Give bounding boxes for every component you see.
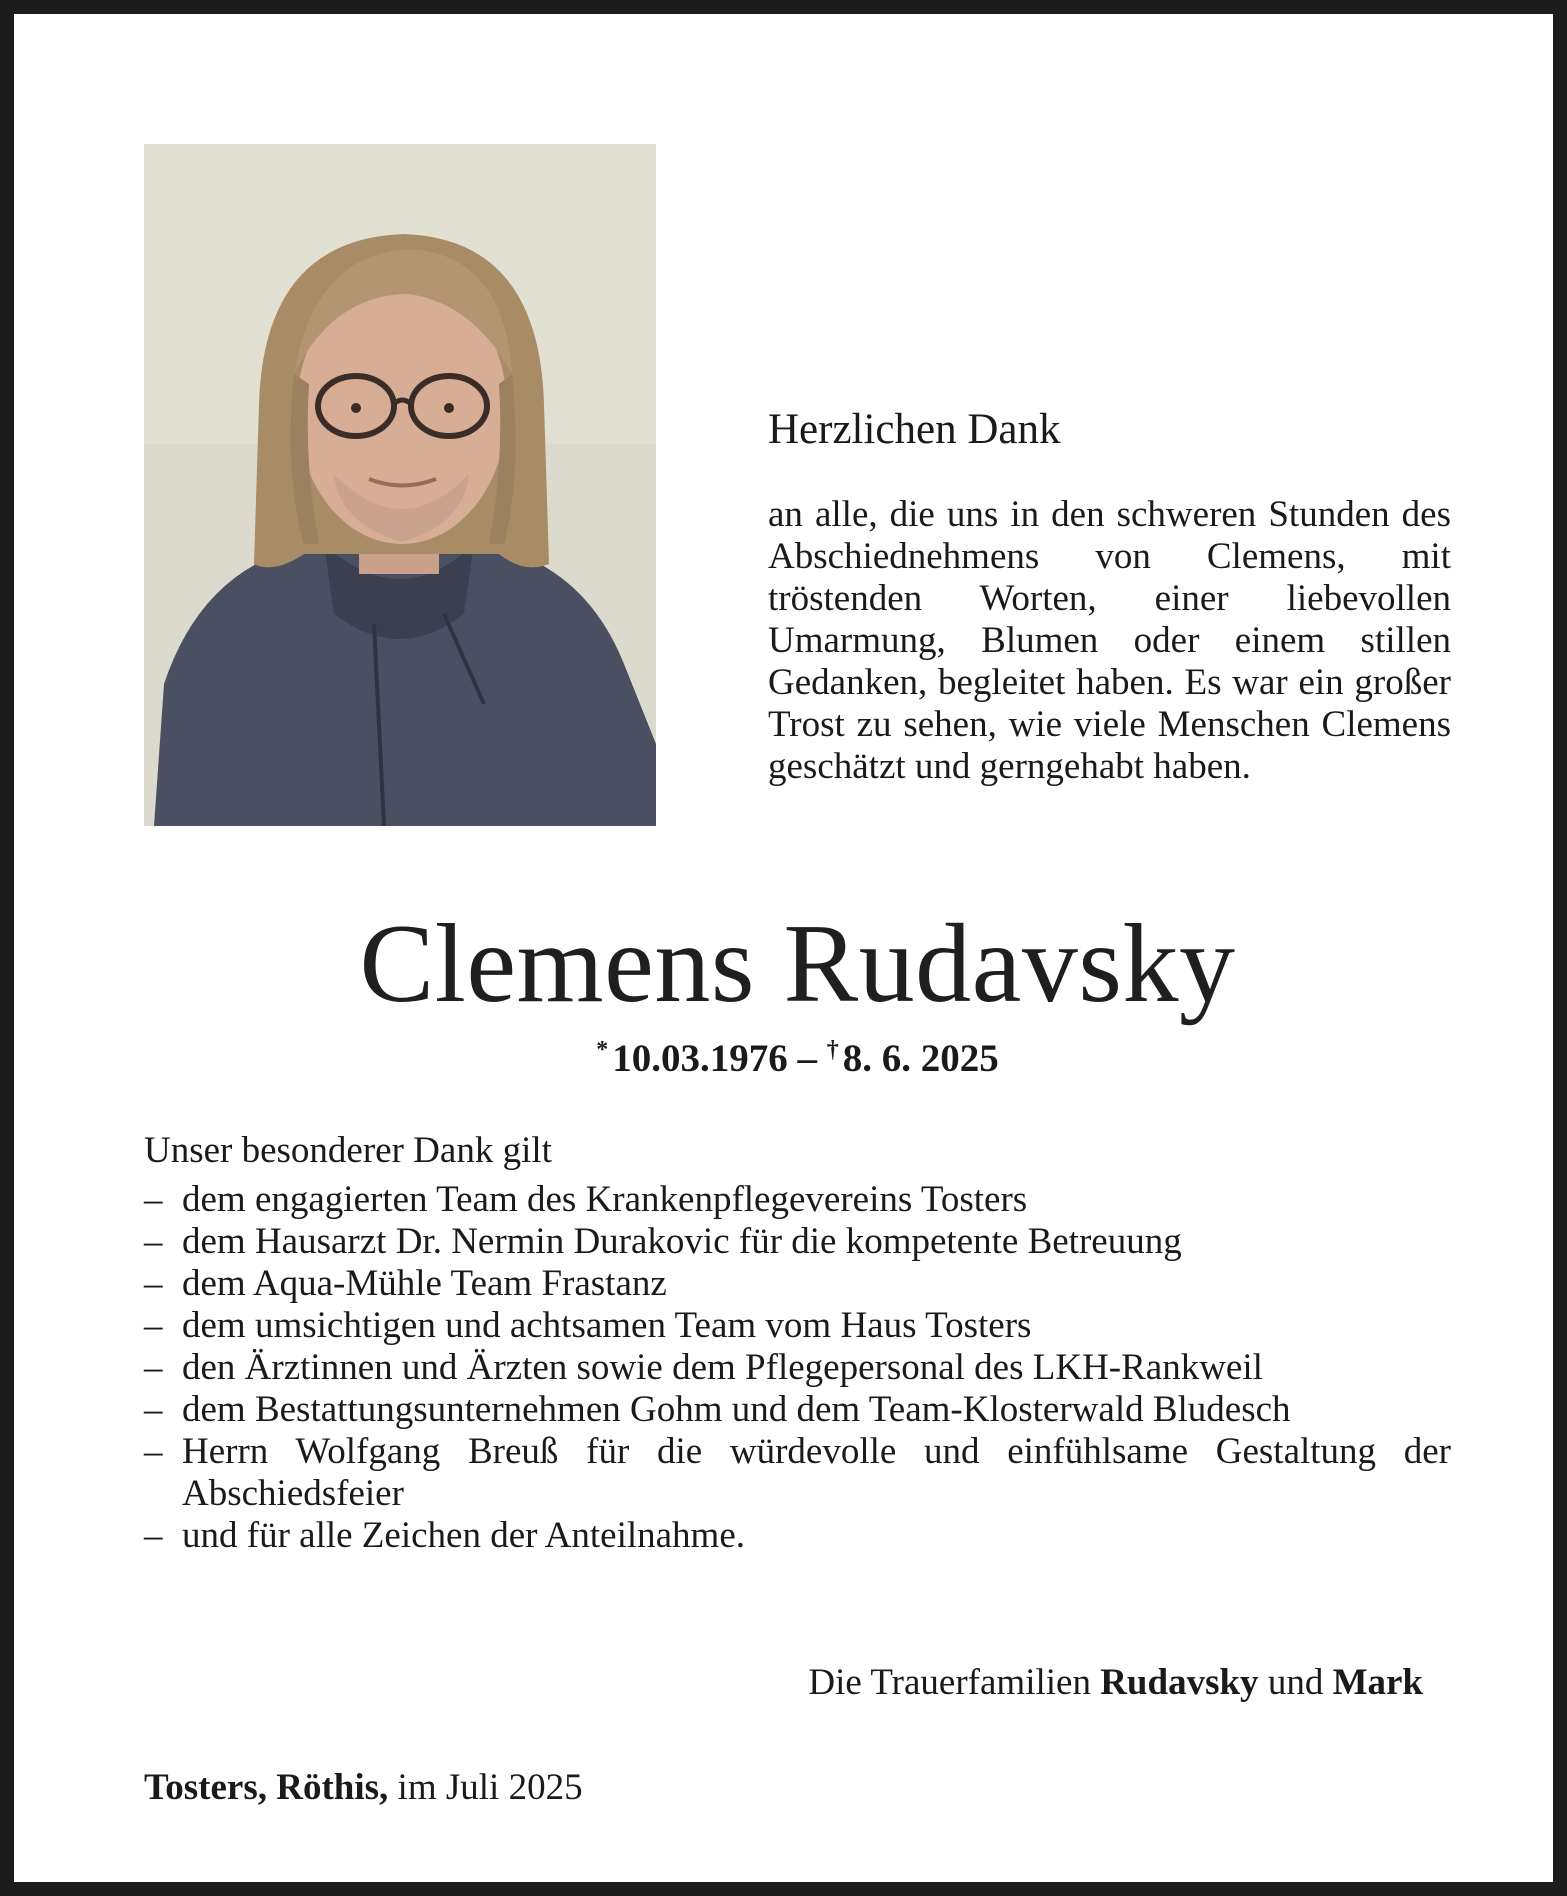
list-item [144,1179,1451,1221]
portrait-illustration [144,144,656,826]
gratitude-section [144,1129,1451,1557]
list-item [144,1305,1451,1347]
thanks-text: an alle, die uns in den schweren Stunden des Abschiednehmens von Clemens, mit tröstenden Worten, einer liebevollen Umarmung, Blumen oder einem stillen Gedanken, begleitet haben. Es war ein großer Trost zu sehen, wie viele Menschen Clemens geschätzt und gerngehabt haben. [768,494,1451,787]
deceased-name: Clemens Rudavsky [359,902,1236,1026]
thanks-section [768,404,1451,788]
death-date: 8. 6. 2025 [842,1037,999,1080]
list-item [144,1221,1451,1263]
list-item-text: den Ärztinnen und Ärzten sowie dem Pflegepersonal des LKH-Rankweil [182,1347,1263,1388]
dash-marker: – [144,1221,163,1262]
list-item [144,1347,1451,1389]
birth-symbol: * [596,1037,609,1063]
death-symbol: † [826,1037,839,1063]
life-dates [14,1026,1567,1083]
dash-marker: – [144,1389,163,1430]
signature-prefix: Die Trauerfamilien [808,1662,1091,1703]
list-item [144,1515,1451,1557]
date-separator: – [797,1037,817,1080]
place-and-date [144,1766,583,1810]
list-item-text: Herrn Wolfgang Breuß für die würdevolle und einfühlsame Gestaltung der Abschiedsfeier [182,1431,1451,1514]
list-item [144,1263,1451,1305]
dash-marker: – [144,1179,163,1220]
family-name-mark: Mark [1332,1662,1423,1703]
thanks-title: Herzlichen Dank [768,406,1061,453]
dash-marker: – [144,1431,163,1472]
list-item-text: dem engagierten Team des Krankenpflegevereins Tosters [182,1179,1028,1220]
list-item [144,1431,1451,1515]
portrait-photo [144,144,656,826]
family-signature [808,1661,1423,1705]
places: Tosters, Röthis, [144,1767,389,1808]
list-item-text: dem Bestattungsunternehmen Gohm und dem Team-Klosterwald Bludesch [182,1389,1291,1430]
gratitude-intro: Unser besonderer Dank gilt [144,1130,552,1171]
birth-date: 10.03.1976 [612,1037,788,1080]
dash-marker: – [144,1515,163,1556]
gratitude-list [144,1179,1451,1557]
dash-marker: – [144,1305,163,1346]
list-item-text: und für alle Zeichen der Anteilnahme. [182,1515,746,1556]
list-item-text: dem Hausarzt Dr. Nermin Durakovic für die kompetente Betreuung [182,1221,1182,1262]
publication-date: im Juli 2025 [397,1767,583,1808]
list-item-text: dem Aqua-Mühle Team Frastanz [182,1263,667,1304]
family-name-rudavsky: Rudavsky [1100,1662,1259,1703]
dash-marker: – [144,1347,163,1388]
list-item [144,1389,1451,1431]
signature-conjunction: und [1267,1662,1324,1703]
list-item-text: dem umsichtigen und achtsamen Team vom Haus Tosters [182,1305,1032,1346]
dash-marker: – [144,1263,163,1304]
